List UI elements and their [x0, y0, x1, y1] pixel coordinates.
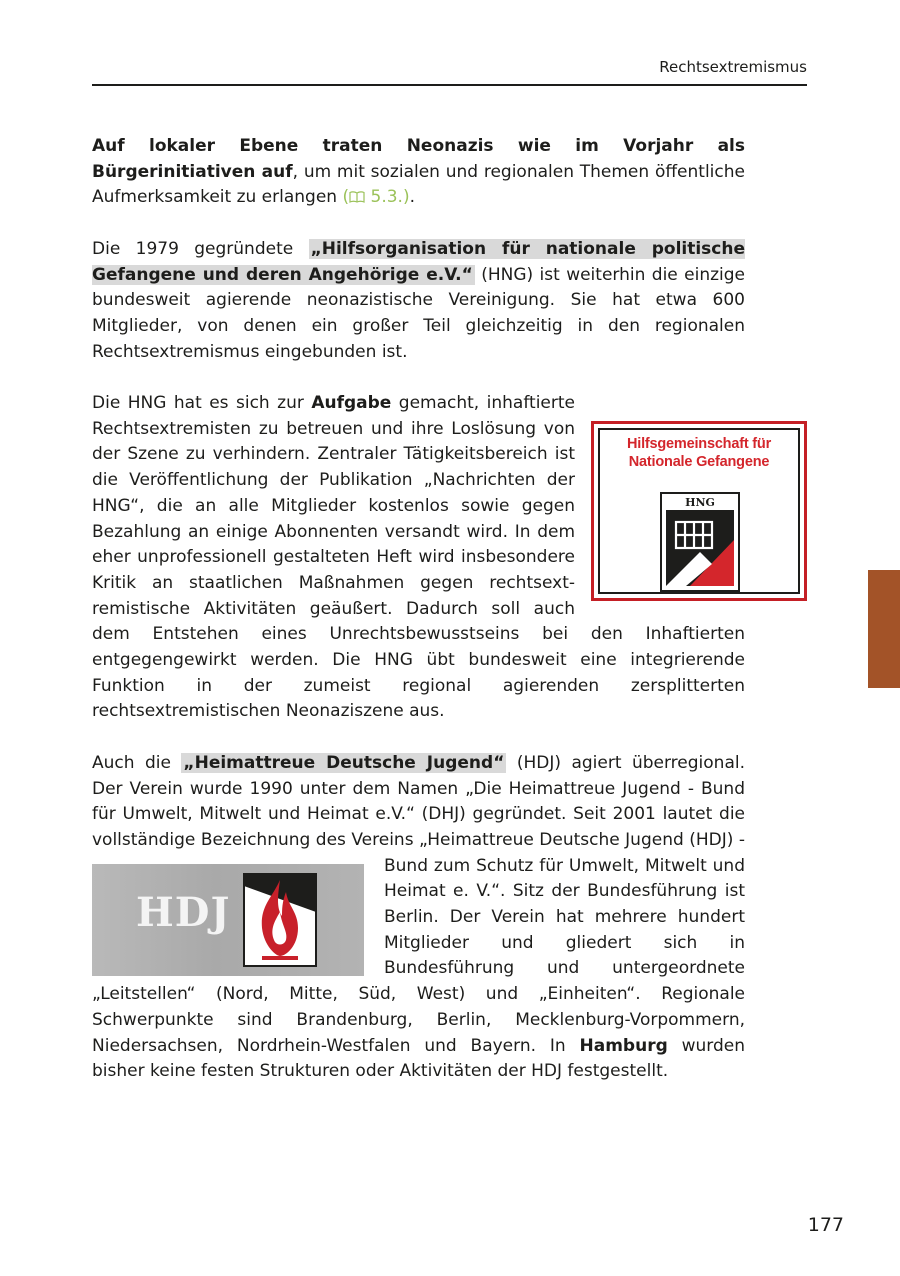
- hdj-text-part2: Heimat e. V.“. Sitz der Bundesführung ist Berlin. Der Verein hat mehrere hundert Mitglieder und gliedert sich in Bundesführung und untergeordnete „Leitstellen“ (Nord, Mitte, Süd, West) und „Einheiten“. Regionale Schwerpunkte sind Brandenburg, Berlin, Mecklenburg-Vorpommern, Niedersachsen, Nordrhein-Westfalen und Bayern. In: [92, 881, 745, 1056]
- hng-logo-line1: Hilfsgemeinschaft für: [626, 436, 772, 452]
- chapter-tab-marker: [868, 570, 900, 688]
- paragraph-hng-tasks: Hilfsgemeinschaft für Nationale Gefangene HNG Die HNG hat es sich zur Aufgabe gemacht, inhaftierte Rechtsextremisten zu betreuen und ihre Loslösung von der Szene zu verhindern. Zentraler Tätigkeitsbereich ist die Veröffentlichung der Publikation „Nachrichten der HNG“, die an alle Mitglieder kostenlos sowie gegen Bezahlung an einige Abonnenten versandt wird. In dem eher unprofessionell gestalteten Heft wird insbesondere Kritik an staatlichen Maßnahmen gegen rechtsextremistische Aktivitäten geäußert. Dadurch soll auch dem Entstehen eines Unrechtsbewusstseins bei den Inhaftierten entgegengewirkt werden. Die HNG übt bundesweit eine integrierende Funktion in der zumeist regional agierenden zersplitterten rechtsextremistischen Neonaziszene aus.: [92, 391, 745, 725]
- hdj-logo-figure: [92, 864, 364, 976]
- hng-logo-line2: Nationale Gefangene: [628, 454, 770, 470]
- header-rule: [92, 84, 807, 86]
- page-number: 177: [807, 1214, 844, 1236]
- org-name-hdj: „Heimattreue Deutsche Jugend“: [183, 752, 505, 773]
- org-name-hng: „Hilfsorganisation für nationale politische Gefangene und deren Angehörige e.V.“: [92, 238, 746, 285]
- hng-logo-frame: [598, 428, 800, 594]
- hdj-logo-wordmark: HDJ: [136, 888, 231, 936]
- paragraph-hng-intro: Die 1979 gegründete „Hilfsorganisation für nationale politische Gefangene und deren Angehörige e.V.“ (HNG) ist weiterhin die einzige bundesweit agierende neonazistische Vereinigung. Sie hat etwa 600 Mitglieder, von denen ein großer Teil gleichzeitig in den regionalen Rechtsextremismus eingebunden ist.: [92, 238, 746, 362]
- paragraph-local-initiatives: Auf lokaler Ebene traten Neonazis wie im Vorjahr als Bürgerinitiativen auf, um mit sozialen und regionalen Themen öffentliche Aufmerksamkeit zu erlangen ( 5.3.).: [92, 136, 745, 208]
- book-icon: [349, 191, 365, 203]
- cross-reference-link[interactable]: ( 5.3.): [342, 187, 410, 208]
- lead-bold: Auf lokaler Ebene traten Neonazis wie im Vorjahr als Bürgerinitiativen auf: [92, 136, 745, 182]
- running-head: Rechtsextremismus: [659, 58, 807, 76]
- svg-text:HNG: HNG: [685, 496, 715, 509]
- flame-emblem-icon: [242, 872, 318, 968]
- hng-logo-figure: [591, 421, 807, 601]
- hng-emblem-icon: [660, 492, 740, 592]
- paragraph-hdj: Auch die „Heimattreue Deutsche Jugend“ (HDJ) agiert überregional. Der Verein wurde 1990 unter dem Namen „Die Heimattreue Jugend - Bund für Umwelt, Mitwelt und Heimat e.V.“ (DHJ) gegründet. Seit 2001 lautet die vollständige Bezeichnung des Vereins „Heimattreue Deutsche Jugend (HDJ) - Bund zum Schutz für Umwelt, Mitwelt und HDJ Heimat e. V.“. Sitz der Bundesführung ist Berlin. Der Verein hat mehrere hundert Mitglieder und gliedert sich in Bundesführung und untergeordnete „Leitstellen“ (Nord, Mitte, Süd, West) und „Einheiten“. Regionale Schwerpunkte sind Brandenburg, Berlin, Mecklenburg-Vorpommern, Niedersachsen, Nordrhein-Westfalen und Bayern. In Hamburg wurden bisher keine festen Strukturen oder Aktivitäten der HDJ festgestellt.: [92, 752, 746, 1082]
- page-body: [92, 134, 772, 1111]
- hdj-text-part1: (HDJ) agiert überregional. Der Verein wurde 1990 unter dem Namen „Die Heimattreue Jugend - Bund für Umwelt, Mitwelt und Heimat e.V.“ (DHJ) gegründet. Seit 2001 lautet die vollständige Bezeichnung des Vereins „Heimattreue Deutsche Jugend (HDJ) - Bund zum Schutz für Umwelt, Mitwelt und: [92, 752, 745, 876]
